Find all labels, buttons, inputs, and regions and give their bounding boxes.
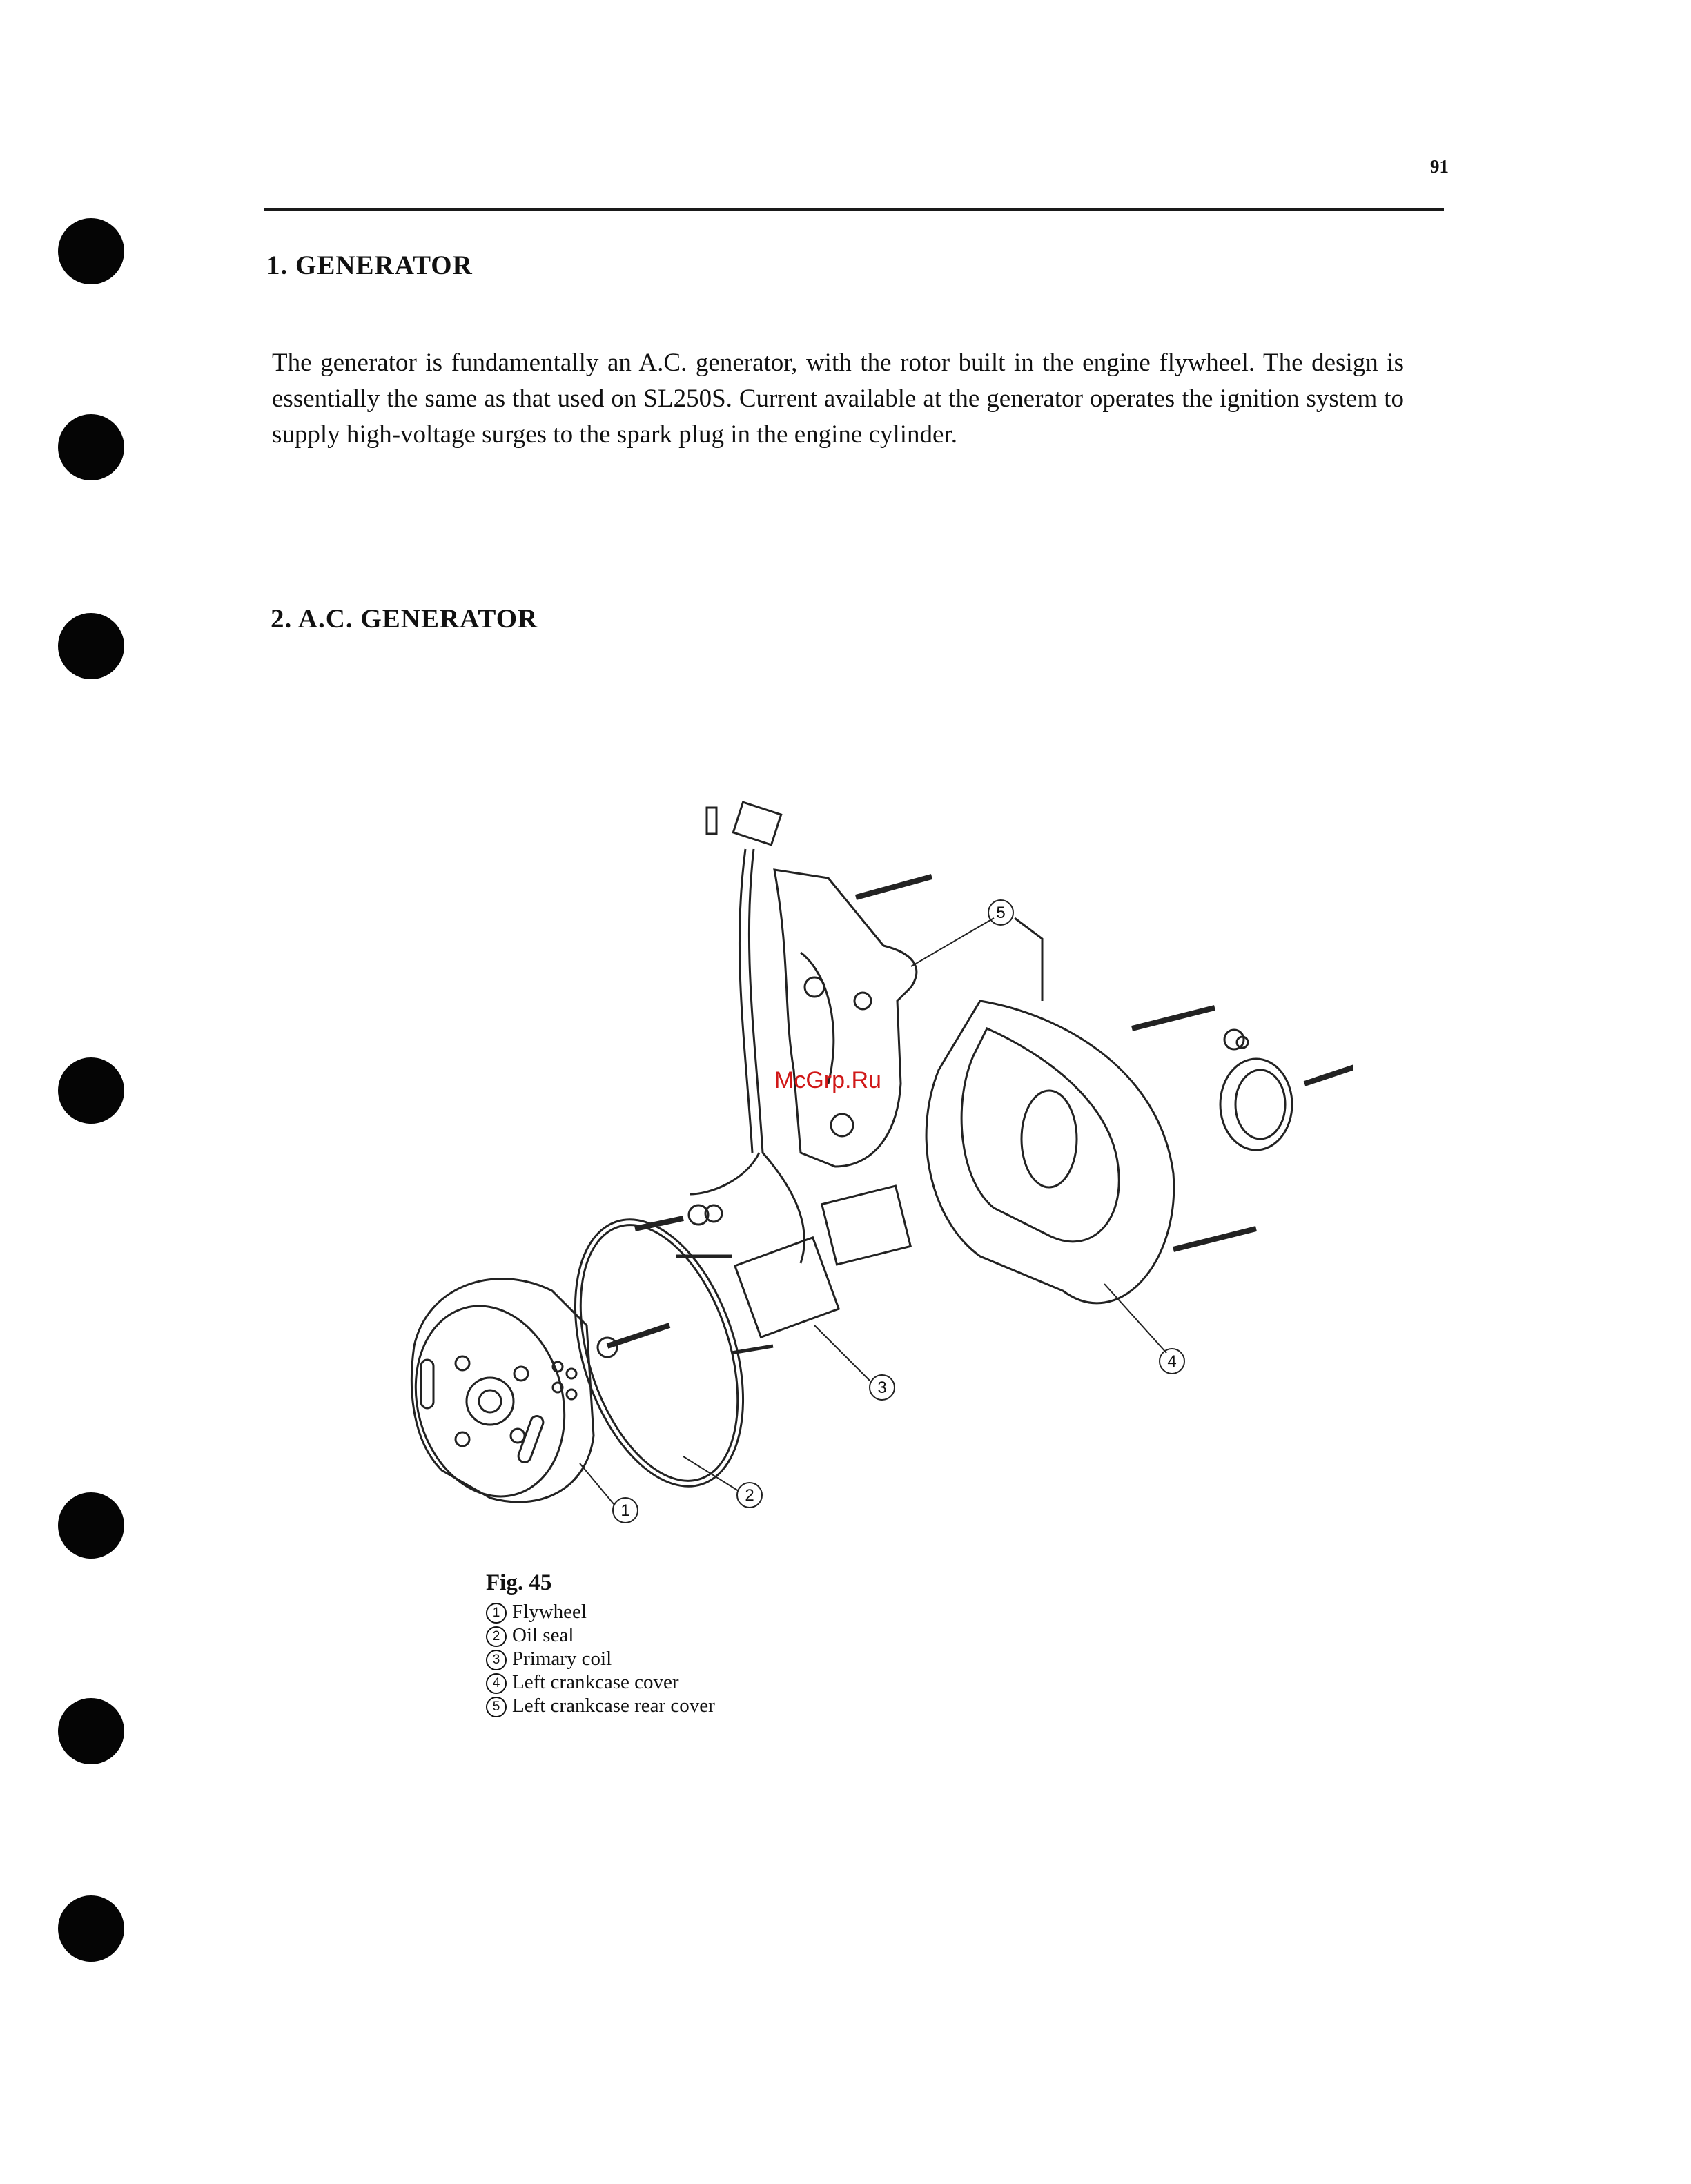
page-number: 91	[1430, 156, 1449, 177]
legend-num: 2	[486, 1626, 507, 1647]
section-heading-ac-generator: 2. A.C. GENERATOR	[271, 604, 538, 634]
callout-1: 1	[620, 1501, 630, 1520]
callout-2: 2	[745, 1486, 754, 1505]
callout-3: 3	[877, 1378, 887, 1397]
legend-label: Left crankcase rear cover	[512, 1695, 715, 1717]
punch-hole	[58, 613, 124, 679]
callouts	[580, 900, 1184, 1523]
section-heading-generator: 1. GENERATOR	[266, 251, 473, 280]
punch-hole	[58, 1057, 124, 1124]
legend-label: Primary coil	[512, 1648, 612, 1670]
crankcase-cover-part	[926, 918, 1353, 1303]
punch-hole	[58, 1895, 124, 1962]
punch-hole	[58, 218, 124, 284]
callout-5: 5	[996, 904, 1006, 922]
legend-item	[486, 1647, 715, 1670]
legend-item	[486, 1694, 715, 1717]
figure-title: Fig. 45	[486, 1570, 552, 1595]
punch-hole	[58, 1698, 124, 1764]
exploded-diagram	[387, 780, 1353, 1539]
legend-item	[486, 1600, 715, 1624]
callout-4: 4	[1167, 1352, 1177, 1371]
legend-num: 5	[486, 1697, 507, 1717]
legend-item	[486, 1624, 715, 1647]
primary-coil-part	[635, 1186, 910, 1353]
body-paragraph: The generator is fundamentally an A.C. generator, with the rotor built in the engine flywheel. The design is essentially the same as that used on SL250S. Current available at the generator operates the ignition system to supply high-voltage surges to the spark plug in the engine cylinder.	[272, 349, 1404, 449]
punch-hole	[58, 1492, 124, 1559]
legend-label: Oil seal	[512, 1624, 574, 1646]
watermark: McGrp.Ru	[774, 1067, 881, 1093]
figure-caption	[486, 1571, 715, 1717]
flywheel-part	[395, 1279, 669, 1514]
legend-num: 3	[486, 1650, 507, 1670]
header-rule	[264, 208, 1444, 211]
legend-label: Left crankcase cover	[512, 1671, 679, 1693]
legend-num: 1	[486, 1603, 507, 1624]
rear-cover-part	[774, 870, 932, 1167]
legend-label: Flywheel	[512, 1601, 587, 1623]
punch-hole	[58, 414, 124, 480]
legend-num: 4	[486, 1673, 507, 1694]
legend-item	[486, 1670, 715, 1694]
